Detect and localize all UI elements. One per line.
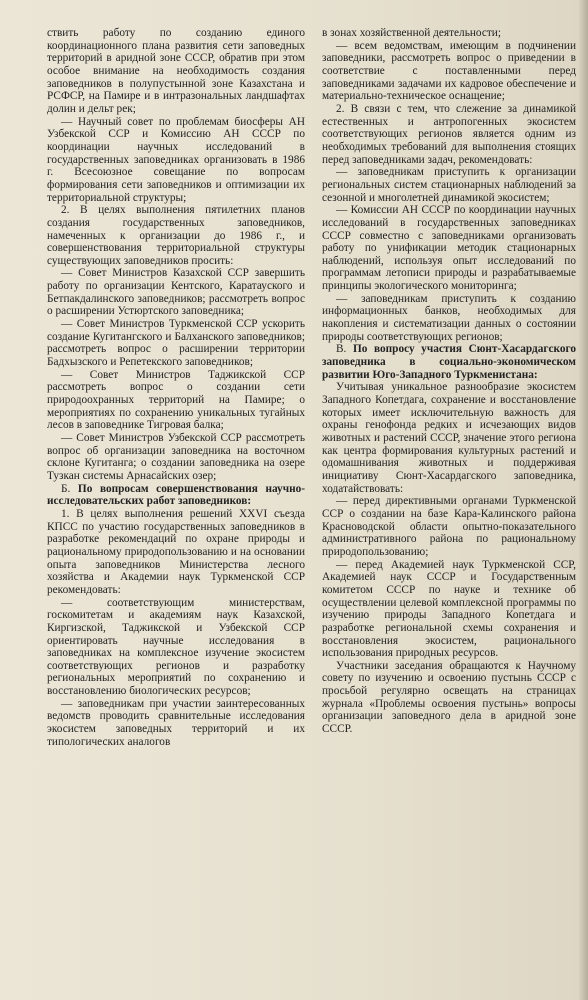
section-number: Б. bbox=[61, 482, 71, 495]
section-heading bbox=[322, 343, 576, 381]
right-text-column bbox=[322, 27, 576, 736]
paragraph: 2. В целях выполнения пятилетних планов создания государственных заповедников, намеченных к организации до 1986 г., и совершенствования территориальной структуры существующих заповедников просить: bbox=[47, 204, 305, 267]
page-edge-shadow bbox=[578, 0, 588, 1000]
section-heading-text: По вопросам совершенствования научно-исследовательских работ заповедников: bbox=[47, 482, 305, 508]
paragraph: — заповедникам приступить к организации региональных систем стационарных наблюдений за сезонной и многолетней динамикой экосистем; bbox=[322, 166, 576, 204]
paragraph: — соответствующим министерствам, госкомитетам и академиям наук Казахской, Киргизской, Таджикской и Узбекской ССР ориентировать научные исследования в заповедниках на комплексное изучение экосистем соответствующих регионов и разработку региональных мероприятий по сохранению и восстановлению биологических ресурсов; bbox=[47, 596, 305, 698]
paragraph: — Комиссии АН СССР по координации научных исследований в государственных заповедниках СССР совместно с заповедниками организовать работу по унификации методик стационарных наблюдений, используя опыт исследований по программам летописи природы и разрабатываемые принципы экологического мониторинга; bbox=[322, 204, 576, 293]
paragraph: — Совет Министров Казахской ССР завершить работу по организации Кентского, Каратауского и Бетпакдалинского заповедников; рассмотреть вопрос о расширении Устюртского заповедника; bbox=[47, 267, 305, 318]
paragraph: — заповедникам приступить к созданию информационных банков, необходимых для накопления и систематизации данных о состоянии природы соответствующих регионов; bbox=[322, 292, 576, 343]
left-text-column bbox=[47, 27, 305, 748]
paragraph: 2. В связи с тем, что слежение за динамикой естественных и антропогенных экосистем соответствующих регионов является одним из необходимых требований для выполнения стоящих перед заповедниками задач, рекомендовать: bbox=[322, 102, 576, 166]
paragraph: — всем ведомствам, имеющим в подчинении заповедники, рассмотреть вопрос о приведении в соответствие с поставленными перед заповедниками задачами их кадровое обеспечение и материально-техническое оснащение; bbox=[322, 39, 576, 103]
paragraph: — Совет Министров Таджикской ССР рассмотреть вопрос о создании сети природоохранных территорий на Памире; о мероприятиях по сохранению уникальных тугайных лесов в заповеднике Тигровая балка; bbox=[47, 368, 305, 432]
section-heading-text: По вопросу участия Сюнт-Хасардагского заповедника в социально-экономическом развитии Юго-Западного Туркменистана: bbox=[322, 343, 576, 381]
paragraph: Участники заседания обращаются к Научному совету по изучению и освоению пустынь СССР с просьбой регулярно освещать на страницах журнала «Проблемы освоения пустынь» вопросы организации заповедного дела в аридной зоне СССР. bbox=[322, 659, 576, 736]
paragraph: ствить работу по созданию единого координационного плана развития сети заповедных территорий в аридной зоне СССР, обратив при этом особое внимание на необходимость создания заповедников в полупустынной зоне Казахстана и РСФСР, на Памире и в интразональных ландшафтах долин и дельт рек; bbox=[47, 27, 305, 115]
paragraph: 1. В целях выполнения решений XXVI съезда КПСС по участию государственных заповедников в разработке рекомендаций по охране природы и рациональному природопользованию и на основании опыта заповедников Министерства лесного хозяйства и Академии наук Туркменской ССР рекомендовать: bbox=[47, 507, 305, 596]
paragraph: — заповедникам при участии заинтересованных ведомств проводить сравнительные исследования экосистем заповедных территорий и их типологических аналогов bbox=[47, 697, 305, 748]
section-heading bbox=[47, 483, 305, 508]
paragraph: — Совет Министров Туркменской ССР ускорить создание Кугитангского и Балханского заповедников; рассмотреть вопрос о расширении территории Бадхызского и Репетекского заповедников; bbox=[47, 318, 305, 369]
paragraph: — Научный совет по проблемам биосферы АН Узбекской ССР и Комиссию АН СССР по координации научных исследований в государственных заповедниках организовать в 1986 г. Всесоюзное совещание по вопросам формирования сети заповедников и оптимизации их территориальной структуры; bbox=[47, 115, 305, 204]
paragraph: Учитывая уникальное разнообразие экосистем Западного Копетдага, сохранение и восстановление которых имеет исключительную важность для охраны генофонда редких и исчезающих видов животных и растений СССР, значение этого региона как центра формирования культурных растений и одомашнивания животных и поддерживая инициативу Сюнт-Хасардагского заповедника, ходатайствовать: bbox=[322, 381, 576, 495]
paragraph: в зонах хозяйственной деятельности; bbox=[322, 27, 501, 39]
paragraph: — Совет Министров Узбекской ССР рассмотреть вопрос об организации заповедника на восточном склоне Кугитанга; о создании заповедника на озере Тузкан системы Арнасайских озер; bbox=[47, 432, 305, 482]
paragraph: — перед директивными органами Туркменской ССР о создании на базе Кара-Калинского района Красноводской области опытно-показательного административного района по рациональному природопользованию; bbox=[322, 495, 576, 558]
paragraph: — перед Академией наук Туркменской ССР, Академией наук СССР и Государственным комитетом СССР по науке и технике об осуществлении целевой комплексной программы по изучению природы Западного Копетдага и разработке региональной схемы сохранения и восстановления экосистем, рационального использования природных ресурсов. bbox=[322, 558, 576, 660]
section-number: В. bbox=[336, 343, 347, 356]
